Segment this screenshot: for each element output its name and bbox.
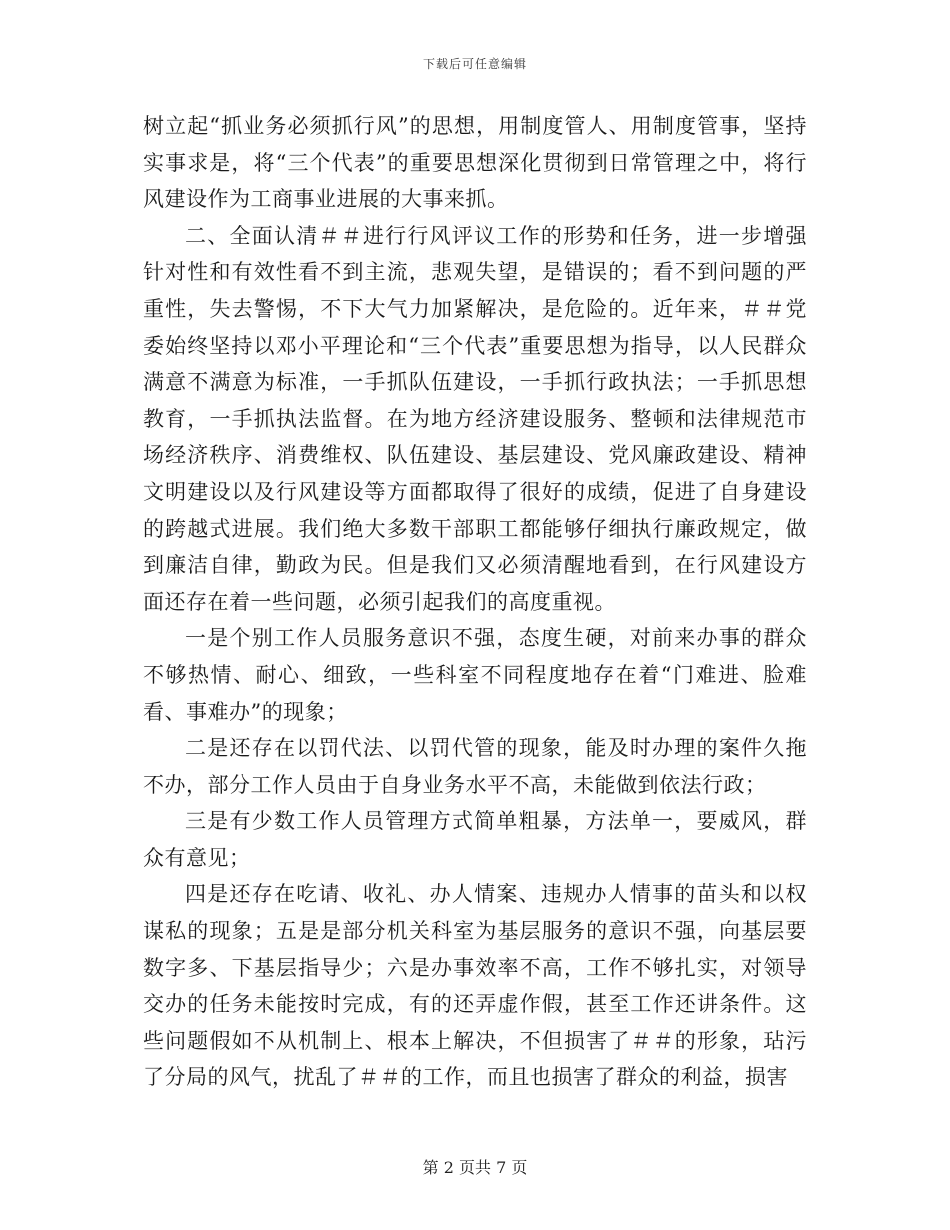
paragraph-5: 三是有少数工作人员管理方式简单粗暴，方法单一，要威风，群众有意见； xyxy=(143,809,807,870)
paragraph-4: 二是还存在以罚代法、以罚代管的现象，能及时办理的案件久拖不办，部分工作人员由于自身业务水平不高，未能做到依法行政； xyxy=(143,736,807,797)
paragraph-3: 一是个别工作人员服务意识不强，态度生硬，对前来办事的群众不够热情、耐心、细致，一些科室不同程度地存在着“门难进、脸难看、事难办”的现象； xyxy=(143,626,807,724)
document-body xyxy=(143,108,807,1096)
paragraph-6: 四是还存在吃请、收礼、办人情案、违规办人情事的苗头和以权谋私的现象；五是是部分机关科室为基层服务的意识不强，向基层要数字多、下基层指导少；六是办事效率不高，工作不够扎实，对领导交办的任务未能按时完成，有的还弄虚作假，甚至工作还讲条件。这些问题假如不从机制上、根本上解决，不但损害了＃＃的形象，玷污了分局的风气，扰乱了＃＃的工作，而且也损害了群众的利益，损害 xyxy=(143,882,807,1090)
page-header: 下载后可任意编辑 xyxy=(422,57,527,71)
page-number: 第 2 页共 7 页 xyxy=(422,1158,528,1177)
paragraph-1: 树立起“抓业务必须抓行风”的思想，用制度管人、用制度管事，坚持实事求是，将“三个代表”的重要思想深化贯彻到日常管理之中，将行风建设作为工商事业进展的大事来抓。 xyxy=(143,114,807,212)
paragraph-2: 二、全面认清＃＃进行行风评议工作的形势和任务，进一步增强针对性和有效性看不到主流，悲观失望，是错误的；看不到问题的严重性，失去警惕，不下大气力加紧解决，是危险的。近年来，＃＃党委始终坚持以邓小平理论和“三个代表”重要思想为指导，以人民群众满意不满意为标准，一手抓队伍建设，一手抓行政执法；一手抓思想教育，一手抓执法监督。在为地方经济建设服务、整顿和法律规范市场经济秩序、消费维权、队伍建设、基层建设、党风廉政建设、精神文明建设以及行风建设等方面都取得了很好的成绩，促进了自身建设的跨越式进展。我们绝大多数干部职工都能够仔细执行廉政规定，做到廉洁自律，勤政为民。但是我们又必须清醒地看到，在行风建设方面还存在着一些问题，必须引起我们的高度重视。 xyxy=(143,223,807,614)
